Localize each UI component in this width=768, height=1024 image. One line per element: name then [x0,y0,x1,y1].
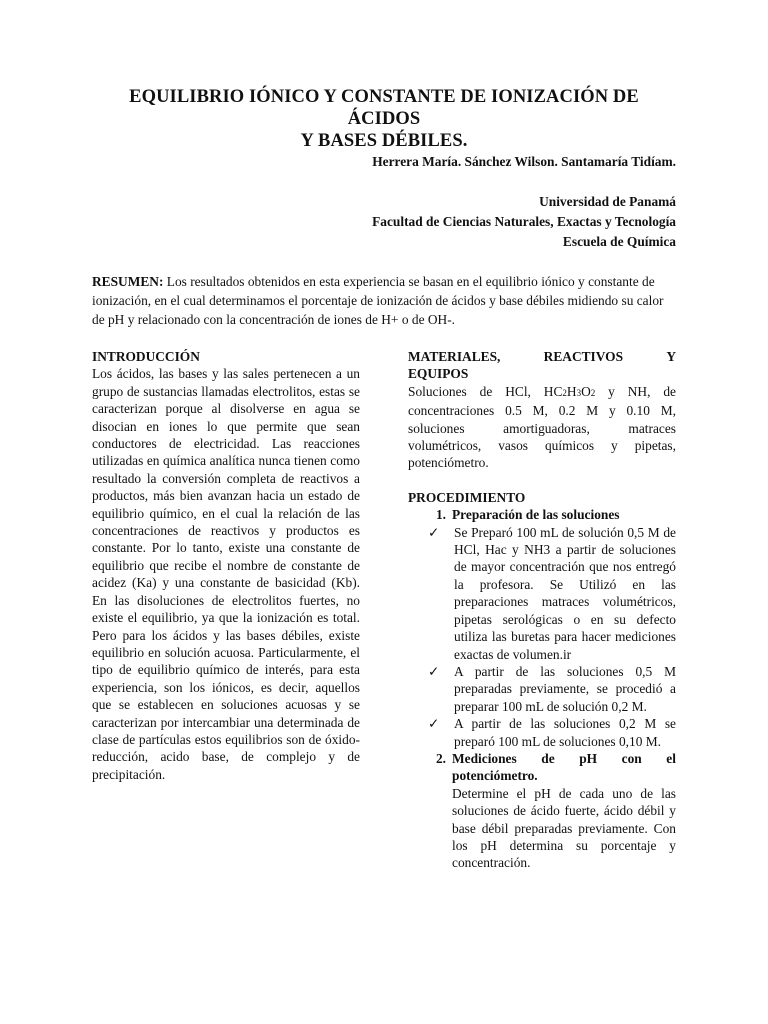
checkmark-icon: ✓ [428,663,440,679]
checklist-text: A partir de las soluciones 0,2 M se preparó 100 mL de soluciones 0,10 M. [454,716,676,749]
materials-heading-word: Y [666,349,676,364]
school: Escuela de Química [562,234,676,249]
step-title: Preparación de las soluciones [452,507,620,523]
intro-text: Los ácidos, las bases y las sales pertenecen a un grupo de sustancias llamadas electrolitos, estas se caracterizan porque al disolverse en agua se disocian en iones lo que permite que sean conductores de electricidad. Las reacciones utilizadas en química analítica nunca tienen como resultado la conversión completa de reactivos a productos, más bien avanzan hacia un estado de equilibrio químico, en el cual la relación de las concentraciones de reactivos y productos es constante. Por lo tanto, existe una constante de equilibrio que recibe el nombre de constante de acidez (Ka) y una constante de basicidad (Kb). En las disoluciones de electrolitos fuertes, no existe el equilibrio, ya que la ionización es total. Pero para los ácidos y las bases débiles, existe equilibrio en solución acuosa. Particularmente, el tipo de equilibrio químico de interés, para esta experiencia, son los iónicos, es decir, aquellos que se establecen en soluciones acuosas y se caracterizan por intercambiar una determinada de clase de partículas estos equilibrios son de óxido- reducción, acido base, de complejo y de precipitación. [92,366,360,782]
step-text: Determine el pH de cada uno de las soluciones de ácido fuerte, ácido débil y base débil preparadas previamente. Con los pH determina su porcentaje y concentración. [452,785,676,871]
subscript: 2 [590,387,596,398]
checklist-item [428,715,676,750]
two-column-body [92,348,676,872]
checklist-text: A partir de las soluciones 0,5 M preparadas previamente, se procedió a preparar 100 mL de solución 0,2 M. [454,663,676,714]
procedure-step-1 [408,506,676,523]
step-title-word: Mediciones [452,750,517,766]
step-title-line2: potenciómetro. [452,768,538,784]
step-title-word: pH [579,750,598,766]
title-line-1: EQUILIBRIO IÓNICO Y CONSTANTE DE IONIZACIÓN DE ÁCIDOS [129,87,639,129]
materials-text-part: y NH, de concentraciones 0.5 M, 0.2 M y 0.10 M, soluciones amortiguadoras, matraces volumétricos, vasos químicos y pipetas, potenciómetro. [408,383,676,471]
affiliation [92,192,676,252]
materials-text [408,383,676,472]
abstract-text: Los resultados obtenidos en esta experiencia se basan en el equilibrio iónico y constante de ionización, en el cual determinamos el porcentaje de ionización de ácidos y base débiles midiendo su calor de pH y relacionado con la concentración de iones de H+ o de OH-. [92,274,664,327]
step-title-word: con [621,750,642,766]
step-number: 2. [435,750,446,766]
left-column [92,348,360,872]
materials-text-part: Soluciones de HCl, HC [408,383,563,399]
materials-heading [408,348,676,365]
title-line-2: Y BASES DÉBILES. [300,131,468,151]
procedure-heading: PROCEDIMIENTO [408,489,526,505]
subscript: 2 [562,387,567,398]
step-title-word: el [666,750,676,766]
step-number: 1. [435,507,446,523]
intro-heading: INTRODUCCIÓN [92,349,200,364]
step-title-word: de [541,750,555,766]
paper-title [92,0,676,152]
step-body [452,750,676,872]
materials-text-part: H [566,383,577,399]
right-column [408,348,676,872]
university: Universidad de Panamá [539,194,676,209]
checklist-item [428,524,676,663]
materials-heading-word: REACTIVOS [543,349,624,364]
procedure-list [408,506,676,872]
abstract-label: RESUMEN: [92,274,164,289]
abstract [92,272,676,329]
subscript: 3 [576,387,582,398]
procedure-step-2 [408,750,676,872]
faculty: Facultad de Ciencias Naturales, Exactas y Tecnología [372,214,676,229]
materials-heading-line2: EQUIPOS [408,366,469,382]
checklist-item [428,663,676,715]
materials-heading-word: MATERIALES, [408,349,501,364]
materials-text-part: O [581,383,591,399]
checkmark-icon: ✓ [428,716,440,732]
step-title [452,750,676,767]
authors: Herrera María. Sánchez Wilson. Santamaría Tidíam. [372,154,676,169]
checklist-text: Se Preparó 100 mL de solución 0,5 M de HCl, Hac y NH3 a partir de soluciones de mayor concentración que nos entregó la profesora. Se Utilizó en las preparaciones matraces volumétricos, pipetas serológicas o en su defecto utiliza las buretas para hacer mediciones exactas de volumen.ir [454,524,676,662]
checkmark-icon: ✓ [428,524,440,540]
